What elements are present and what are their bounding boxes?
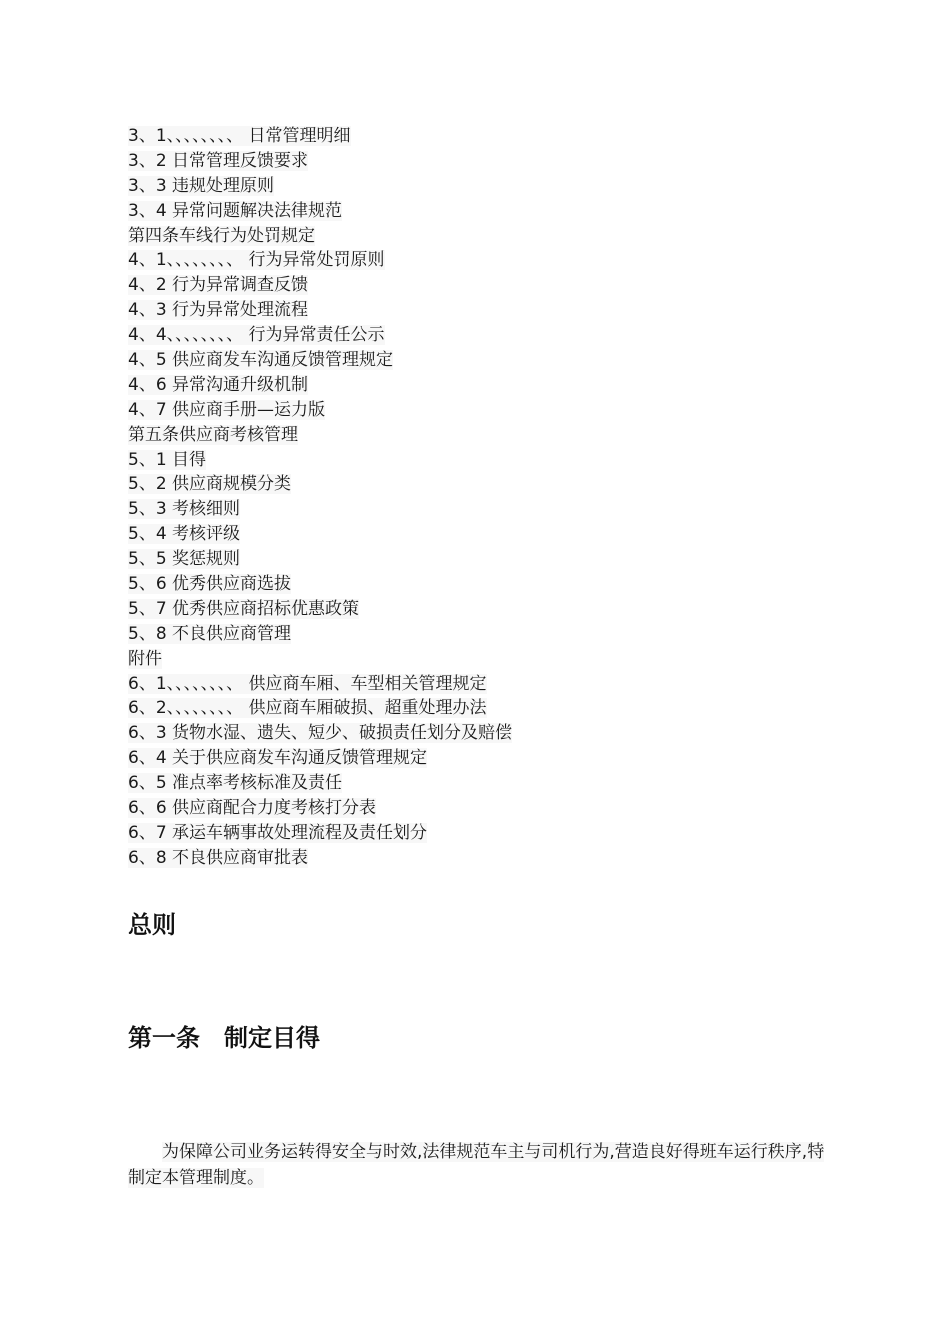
- toc-item-text: 4、3 行为异常处理流程: [128, 300, 309, 321]
- toc-item: [128, 199, 828, 224]
- toc-item-text: 4、5 供应商发车沟通反馈管理规定: [128, 350, 394, 371]
- toc-item: [128, 672, 828, 697]
- toc-item-text: 6、6 供应商配合力度考核打分表: [128, 798, 377, 819]
- toc-item: [128, 746, 828, 771]
- toc-item-text: 6、1、、、、、、、、 供应商车厢、车型相关管理规定: [128, 673, 487, 694]
- toc-item-text: 4、2 行为异常调查反馈: [128, 275, 309, 296]
- toc-item-text: 5、2 供应商规模分类: [128, 474, 292, 495]
- toc-item-text: 3、3 违规处理原则: [128, 175, 275, 196]
- toc-item-text: 6、2、、、、、、、、 供应商车厢破损、超重处理办法: [128, 698, 487, 719]
- toc-item: [128, 124, 828, 149]
- toc-item-text: 5、3 考核细则: [128, 499, 241, 520]
- toc-item-text: 6、8 不良供应商审批表: [128, 847, 309, 868]
- toc-item: [128, 696, 828, 721]
- paragraph-text: 为保障公司业务运转得安全与时效,法律规范车主与司机行为,营造良好得班车运行秩序,特制定本管理制度。: [128, 1142, 825, 1188]
- toc-item: [128, 647, 828, 672]
- toc-item-text: 附件: [128, 648, 162, 669]
- toc-item-text: 3、4 异常问题解决法律规范: [128, 200, 343, 221]
- toc-item: [128, 597, 828, 622]
- toc-item-text: 6、3 货物水湿、遗失、短少、破损责任划分及赔偿: [128, 723, 513, 744]
- toc-item-text: 5、8 不良供应商管理: [128, 623, 292, 644]
- toc-item: [128, 821, 828, 846]
- toc-item-text: 第四条车线行为处罚规定: [128, 225, 315, 246]
- toc-item: [128, 721, 828, 746]
- toc-item-text: 4、6 异常沟通升级机制: [128, 374, 309, 395]
- article-one-heading: 第一条 制定目得: [128, 1024, 320, 1052]
- toc-item-text: 5、5 奖惩规则: [128, 549, 241, 570]
- toc-item: [128, 373, 828, 398]
- toc-item: [128, 248, 828, 273]
- toc-item: [128, 149, 828, 174]
- toc-item-text: 4、1、、、、、、、、 行为异常处罚原则: [128, 250, 385, 271]
- toc-item: [128, 174, 828, 199]
- toc-item: [128, 472, 828, 497]
- article-one-paragraph: [128, 1139, 828, 1191]
- toc-item: [128, 448, 828, 473]
- toc-item: [128, 796, 828, 821]
- toc-item-text: 5、7 优秀供应商招标优惠政策: [128, 598, 360, 619]
- toc-item-text: 6、5 准点率考核标准及责任: [128, 773, 343, 794]
- toc-item-text: 第五条供应商考核管理: [128, 424, 298, 445]
- toc-list: [128, 124, 828, 871]
- toc-item-text: 3、1、、、、、、、、 日常管理明细: [128, 126, 351, 146]
- toc-item: [128, 497, 828, 522]
- toc-item-text: 6、7 承运车辆事故处理流程及责任划分: [128, 822, 428, 843]
- toc-item: [128, 348, 828, 373]
- toc-item-text: 5、1 目得: [128, 449, 207, 470]
- toc-item-text: 4、7 供应商手册—运力版: [128, 399, 326, 420]
- toc-item: [128, 273, 828, 298]
- toc-item-text: 5、4 考核评级: [128, 524, 241, 545]
- toc-item: [128, 572, 828, 597]
- table-of-contents: [128, 124, 828, 871]
- toc-item: [128, 423, 828, 448]
- toc-item-text: 5、6 优秀供应商选拔: [128, 574, 292, 595]
- toc-item: [128, 522, 828, 547]
- toc-item: [128, 323, 828, 348]
- toc-item-text: 6、4 关于供应商发车沟通反馈管理规定: [128, 748, 428, 769]
- toc-item: [128, 398, 828, 423]
- toc-item: [128, 298, 828, 323]
- toc-item: [128, 622, 828, 647]
- toc-item: [128, 846, 828, 871]
- section-heading-general: 总则: [128, 911, 176, 939]
- toc-item: [128, 547, 828, 572]
- toc-item-text: 3、2 日常管理反馈要求: [128, 150, 309, 171]
- toc-item-text: 4、4、、、、、、、、 行为异常责任公示: [128, 325, 385, 346]
- toc-item: [128, 224, 828, 249]
- toc-item: [128, 771, 828, 796]
